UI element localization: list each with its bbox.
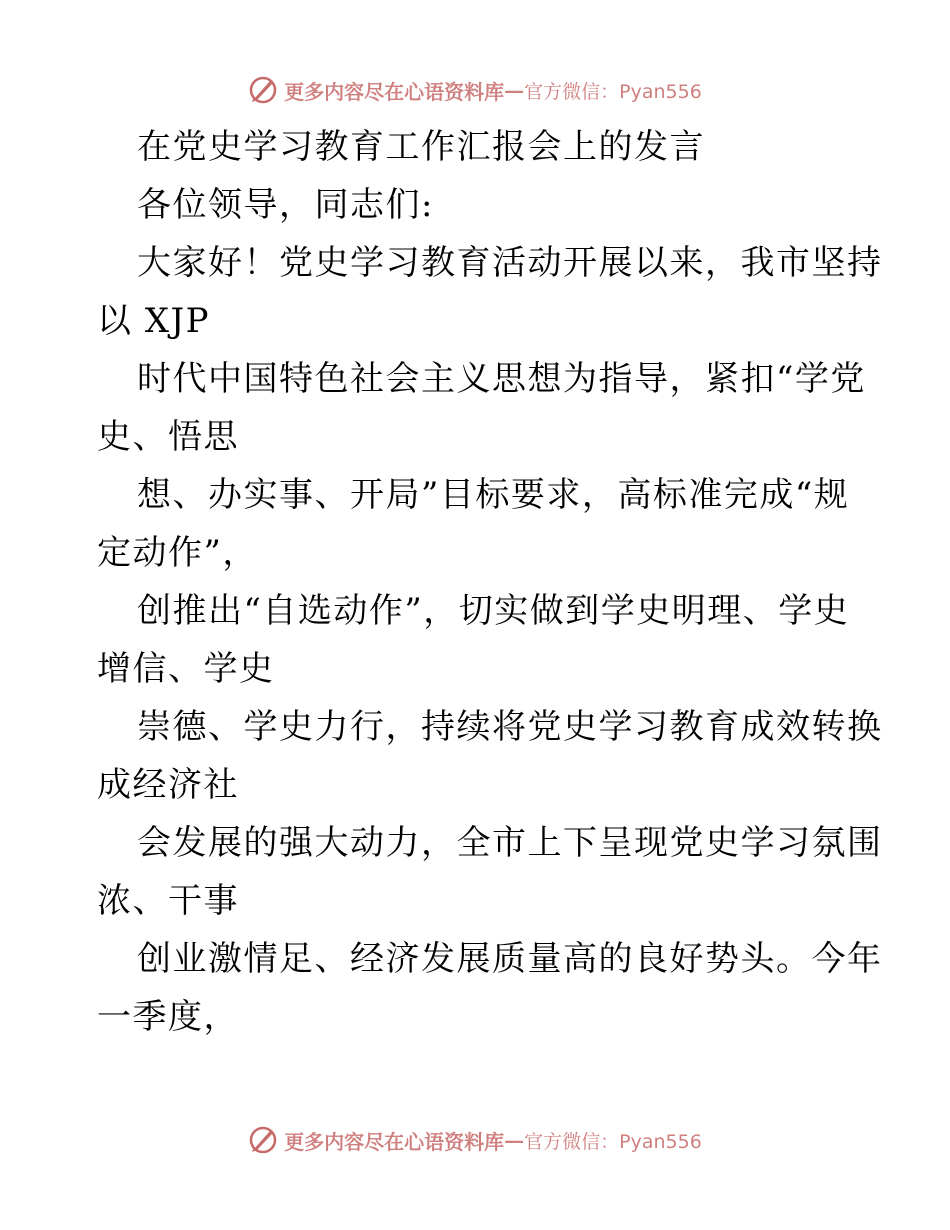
text-line: 增信、学史 <box>97 649 275 689</box>
text-line: 时代中国特色社会主义思想为指导，紧扣“学党 <box>137 359 866 399</box>
text-line: 各位领导，同志们: <box>137 185 434 225</box>
watermark-wechat-text: 官方微信：Pyan556 <box>524 1130 702 1153</box>
watermark-dash: — <box>504 78 525 102</box>
footer-watermark <box>0 1120 950 1160</box>
watermark-site-text: 更多内容尽在心语资料库 <box>284 1129 505 1154</box>
text-line: 浓、干事 <box>97 881 239 921</box>
watermark-site-text: 更多内容尽在心语资料库 <box>284 79 505 104</box>
document-body <box>97 118 883 1046</box>
text-line: 大家好！党史学习教育活动开展以来，我市坚持 <box>137 243 883 283</box>
text-line: 定动作”， <box>97 533 258 573</box>
text-line: 想、办实事、开局”目标要求，高标准完成“规 <box>137 475 850 515</box>
text-line: 会发展的强大动力，全市上下呈现党史学习氛围 <box>137 823 883 863</box>
feather-pen-logo-icon <box>248 1125 278 1155</box>
feather-pen-logo-icon <box>248 75 278 105</box>
text-line: 成经济社 <box>97 765 239 805</box>
text-line: 在党史学习教育工作汇报会上的发言 <box>137 127 705 167</box>
text-line: 一季度， <box>97 997 239 1037</box>
text-line: 崇德、学史力行，持续将党史学习教育成效转换 <box>137 707 883 747</box>
watermark-wechat-text: 官方微信：Pyan556 <box>524 80 702 103</box>
text-line: 创业激情足、经济发展质量高的良好势头。今年 <box>137 939 883 979</box>
text-line: 创推出“自选动作”，切实做到学史明理、学史 <box>137 591 850 631</box>
text-line: 史、悟思 <box>97 417 239 457</box>
watermark-dash: — <box>504 1128 525 1152</box>
header-watermark <box>0 70 950 110</box>
text-line: 以 XJP <box>97 301 211 341</box>
